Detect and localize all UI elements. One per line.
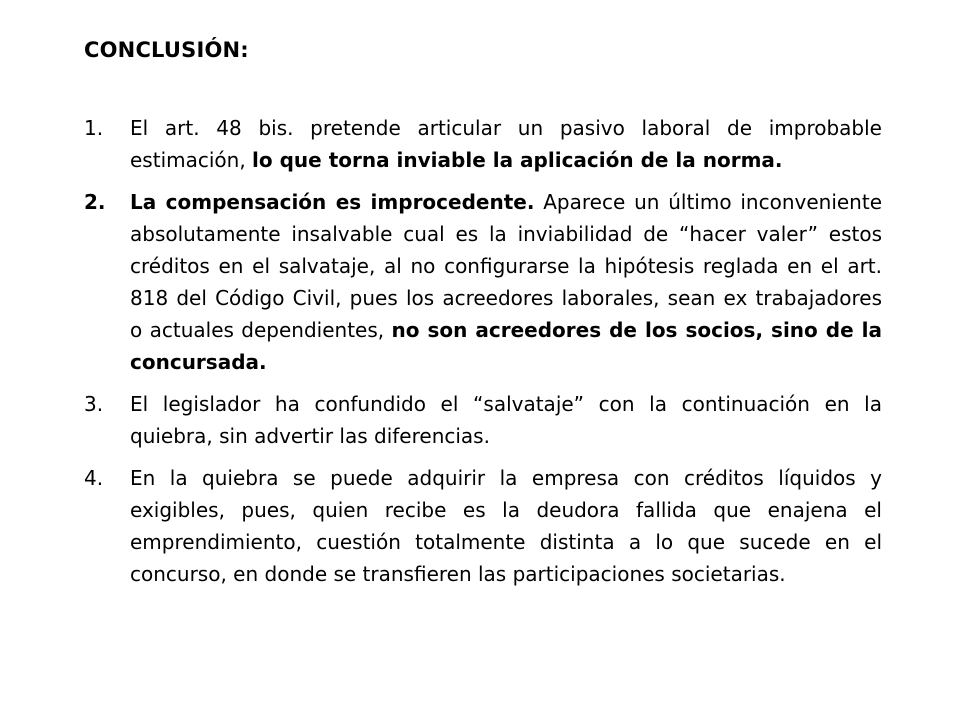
item-number: 3. — [84, 392, 104, 416]
conclusion-item-3 — [84, 388, 882, 452]
conclusion-item-4 — [84, 462, 882, 590]
item-emphasis: La compensación es improcedente. — [130, 190, 535, 214]
conclusion-list — [84, 112, 882, 600]
conclusion-item-1 — [84, 112, 882, 176]
item-emphasis: lo que torna inviable la aplicación de la norma. — [252, 148, 783, 172]
item-number: 2. — [84, 190, 106, 214]
item-emphasis: no son acreedores de los socios, sino de la concursada. — [130, 318, 882, 374]
conclusion-item-2 — [84, 186, 882, 378]
item-number: 4. — [84, 466, 104, 490]
item-text: El legislador ha confundido el “salvataje” con la continuación en la quiebra, sin advertir las diferencias. — [130, 392, 882, 448]
conclusion-heading: CONCLUSIÓN: — [84, 38, 249, 62]
item-text: En la quiebra se puede adquirir la empresa con créditos líquidos y exigibles, pues, quien recibe es la deudora fallida que enajena el emprendimiento, cuestión totalmente distinta a lo que sucede en el concurso, en donde se transfieren las participaciones societarias. — [130, 466, 882, 586]
item-text: El art. 48 bis. pretende articular un pasivo laboral de improbable estimación, — [130, 116, 882, 172]
item-text: Aparece un último inconveniente absolutamente insalvable cual es la inviabilidad de “hacer valer” estos créditos en el salvataje, al no configurarse la hipótesis reglada en el art. 818 del Código Civil, pues los acreedores laborales, sean ex trabajadores o actuales dependientes, — [130, 190, 883, 342]
item-number: 1. — [84, 116, 104, 140]
